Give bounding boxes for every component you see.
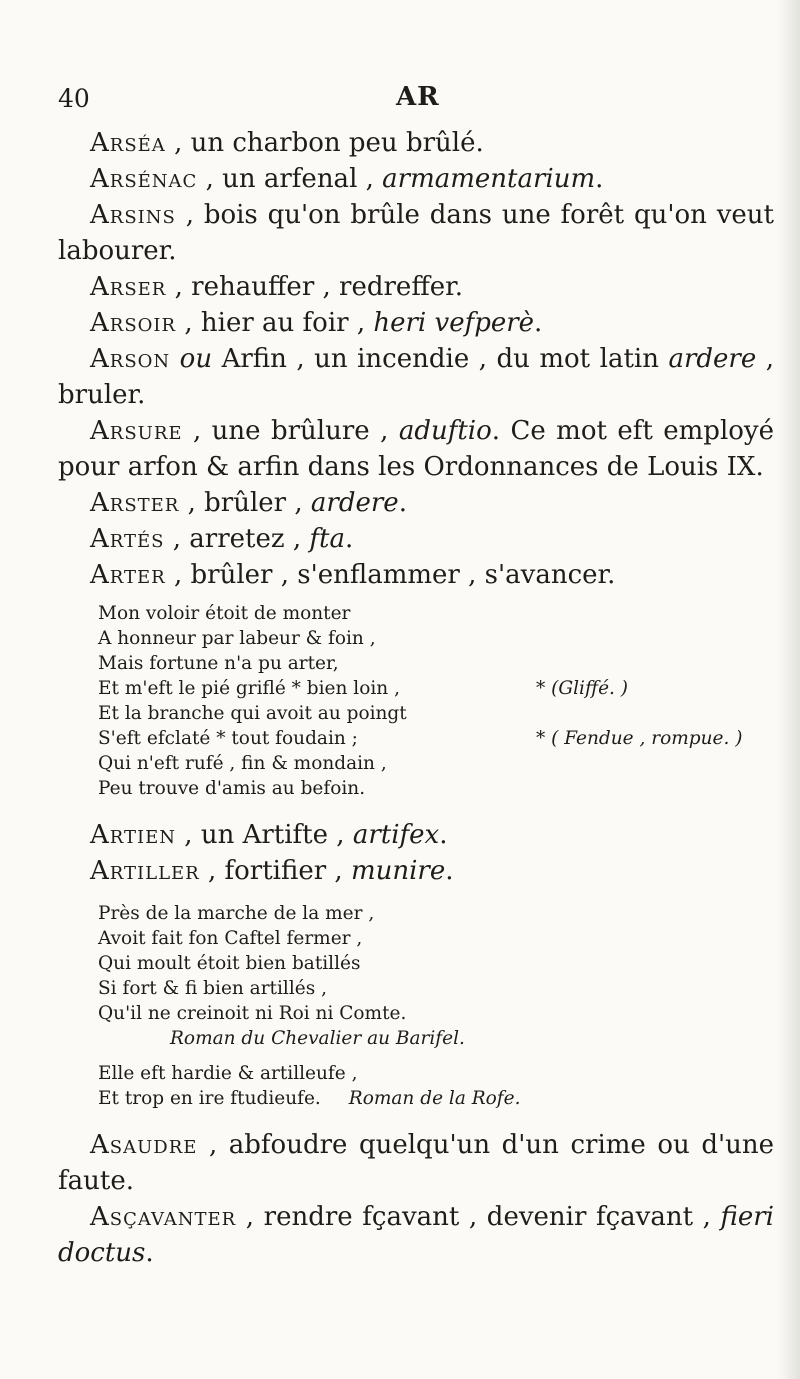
verse-line: Si fort & fi bien artillés , [98, 978, 327, 999]
latin-gloss: aduftio [398, 416, 492, 446]
marginal-gloss: * (Gliffé. ) [536, 678, 628, 699]
verse-line: Avoit fait fon Caftel fermer , [98, 928, 363, 949]
entry-arter [58, 557, 774, 593]
definition: , rehauffer , redreffer. [166, 272, 464, 302]
verse-line: S'eft efclaté * tout foudain ; [98, 728, 358, 749]
marginal-gloss: * ( Fendue , rompue. ) [536, 728, 743, 749]
definition: , une brûlure , [182, 416, 399, 446]
verse-line: Mon voloir étoit de monter [98, 603, 351, 624]
entry-arsure: Arsure , une brûlure , aduftio. Ce mot eft employé pour arfon & arfin dans les Ordonnances de Louis IX. [58, 416, 774, 482]
entry-arsea [58, 125, 774, 161]
definition: , brûler , [179, 488, 311, 518]
entry-artes: Artés , arretez , fta. [90, 524, 354, 554]
source-citation: Roman de la Rofe. [348, 1088, 521, 1109]
headword: Asaudre [90, 1130, 198, 1160]
headword: Arsénac [90, 164, 198, 194]
verse-line: Et m'eft le pié griflé * bien loin , [98, 678, 400, 699]
headword: Arséa [90, 128, 166, 158]
latin-gloss: ardere [668, 344, 757, 374]
entry-arson: Arson ou Arfin , un incendie , du mot latin ardere , bruler. [58, 344, 774, 410]
definition: , hier au foir , [176, 308, 374, 338]
entry-arser [58, 269, 774, 305]
verse-line: Qui moult étoit bien batillés [98, 953, 361, 974]
source-citation: Roman du Chevalier au Barifel. [170, 1028, 465, 1049]
headword: Arsure [90, 416, 183, 446]
page-number: 40 [58, 84, 90, 113]
page-header [0, 84, 800, 124]
definition: , abfoudre quelqu'un d'un crime ou d'une faute. [58, 1130, 774, 1196]
definition: , fortifier , [199, 856, 351, 886]
verse-line: Et trop en ire ftudieufe. Roman de la Rofe. [98, 1088, 521, 1109]
verse-quotation-rose [98, 1061, 774, 1111]
headword: Arser [90, 272, 167, 302]
definition: , bois qu'on brûle dans une forêt qu'on veut labourer. [58, 200, 774, 266]
entry-artiller: Artiller , fortifier , munire. [90, 856, 454, 886]
headword: Artés [90, 524, 165, 554]
headword: Artien [90, 820, 177, 850]
headword: Asçavanter [90, 1202, 237, 1232]
latin-gloss: artifex [352, 820, 440, 850]
entry-arster: Arster , brûler , ardere. [90, 488, 407, 518]
latin-gloss: munire [350, 856, 446, 886]
latin-gloss: heri vefperè [373, 308, 535, 338]
headword: Arsoir [90, 308, 177, 338]
headword: Arster [90, 488, 180, 518]
definition: , brûler , s'enflammer , s'avancer. [165, 560, 616, 590]
entry-arsoir: Arsoir , hier au foir , heri vefperè. [90, 308, 543, 338]
definition: Arfin , un incendie , du mot latin [212, 344, 669, 374]
verse-line: Elle eft hardie & artilleufe , [98, 1063, 358, 1084]
verse-line: A honneur par labeur & foin , [98, 628, 376, 649]
latin-gloss: ardere [310, 488, 399, 518]
dictionary-entries [58, 125, 774, 1271]
headword: Arter [90, 560, 166, 590]
verse-quotation-arter [98, 601, 774, 801]
headword: Arson [90, 344, 171, 374]
verse-quotation-barifel [98, 901, 774, 1051]
definition: , rendre fçavant , devenir fçavant , [236, 1202, 721, 1232]
entry-arsins [58, 197, 774, 269]
definition: , arretez , [164, 524, 310, 554]
verse-line: Près de la marche de la mer , [98, 903, 375, 924]
verse-line: Qui n'eft rufé , fin & mondain , [98, 753, 387, 774]
entry-arsenac: Arsénac , un arfenal , armamentarium. [90, 164, 604, 194]
verse-line: Peu trouve d'amis au befoin. [98, 778, 366, 799]
latin-gloss: fta [309, 524, 345, 554]
entry-ascavanter: Asçavanter , rendre fçavant , devenir fçavant , fieri doctus. [58, 1202, 774, 1268]
verse-line: Mais fortune n'a pu arter, [98, 653, 339, 674]
definition: , un Artifte , [176, 820, 353, 850]
verse-line: Et la branche qui avoit au poingt [98, 703, 407, 724]
latin-gloss: armamentarium [382, 164, 596, 194]
page-gutter-shadow [778, 0, 800, 1379]
entry-artien: Artien , un Artifte , artifex. [90, 820, 448, 850]
definition: , un arfenal , [197, 164, 383, 194]
verse-line: Qu'il ne creinoit ni Roi ni Comte. [98, 1003, 407, 1024]
entry-asaudre [58, 1127, 774, 1199]
headword: Arsins [90, 200, 176, 230]
headword: Artiller [90, 856, 200, 886]
latin-gloss: fieri doctus [58, 1202, 774, 1268]
definition: , un charbon peu brûlé. [165, 128, 484, 158]
running-head: AR [396, 82, 440, 112]
